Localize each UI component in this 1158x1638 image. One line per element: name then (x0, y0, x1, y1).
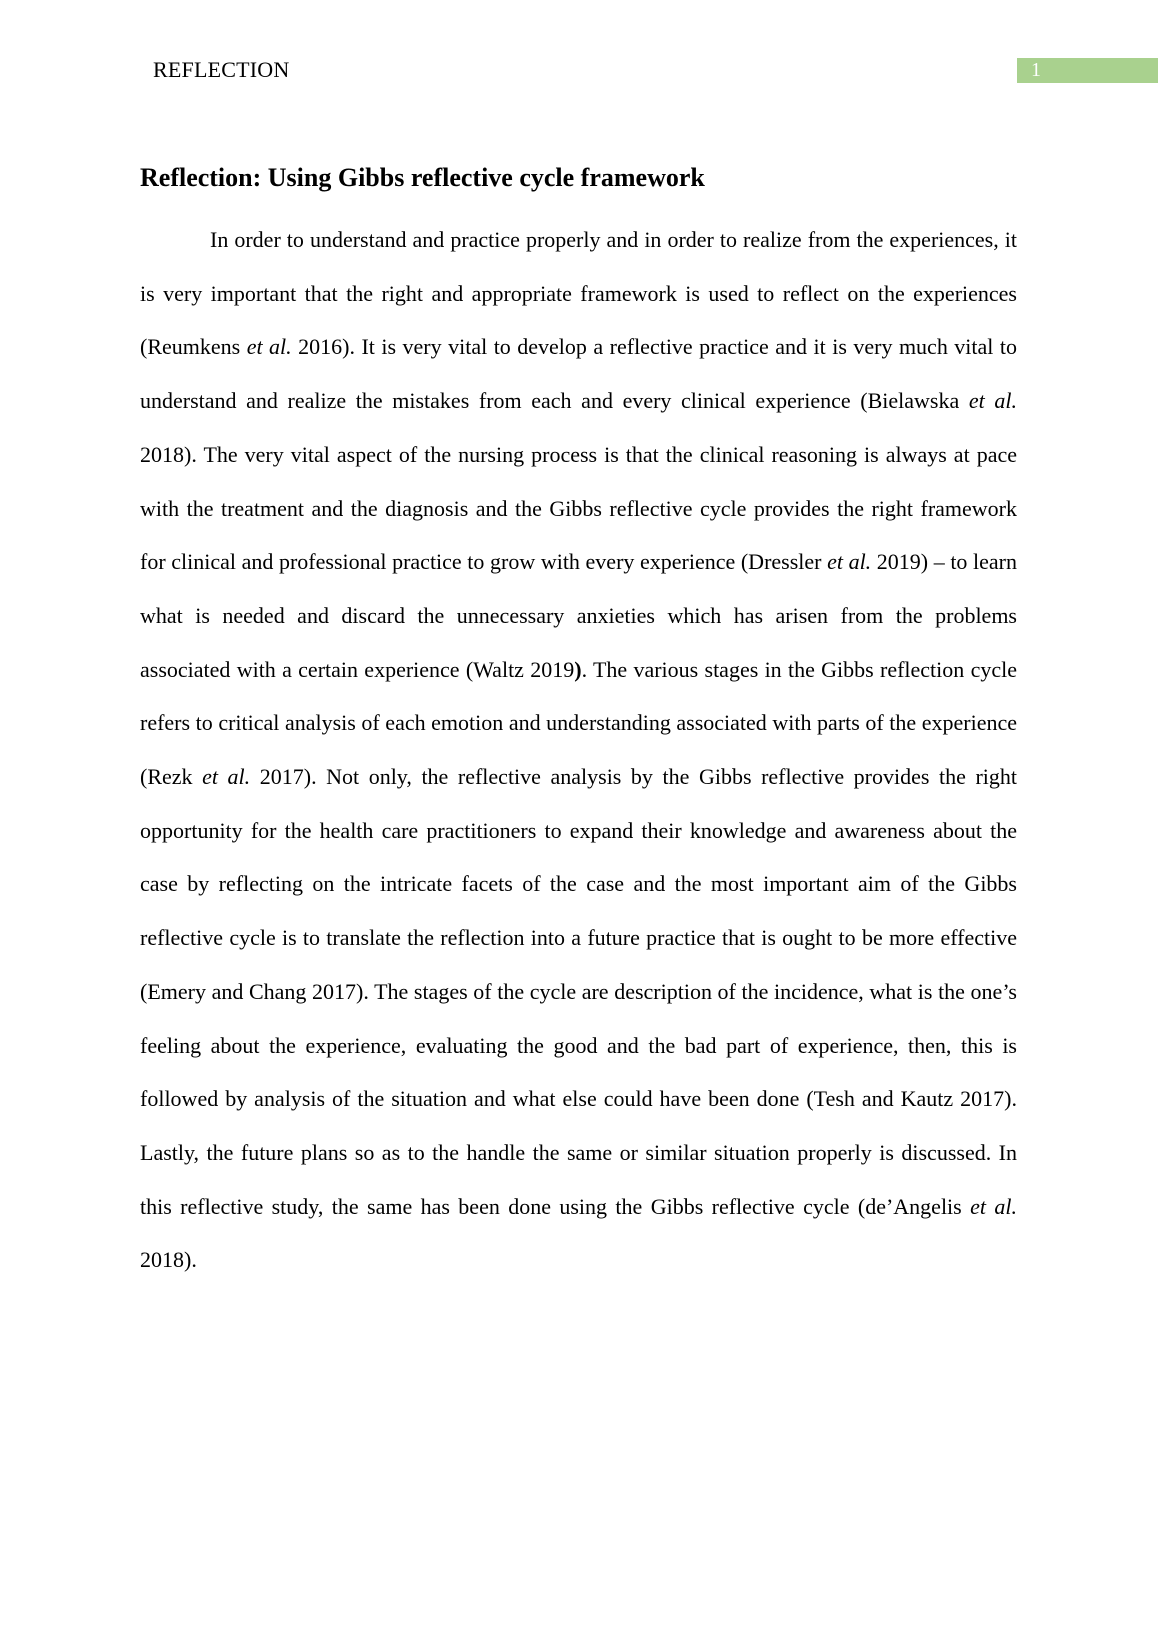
paragraph-text: 2016). It is very vital to develop a reflective practice and it is very much vital to understand and realize the mistakes from each and every clinical experience (Bielawska (140, 334, 1018, 414)
paragraph-text: 2018). (140, 1247, 197, 1273)
citation-et-al: et al. (827, 549, 872, 575)
page-title: Reflection: Using Gibbs reflective cycle framework (140, 163, 705, 192)
paragraph-text: In order to understand and practice properly and in order to realize from the experiences, it is very important that the right and appropriate framework is used to reflect on the experiences (Reumkens (140, 227, 1017, 360)
bold-parenthesis: ) (574, 656, 582, 682)
citation-et-al: et al. (246, 334, 292, 360)
body-paragraph (140, 213, 1017, 1287)
citation-et-al: et al. (970, 1193, 1018, 1219)
citation-et-al: et al. (968, 388, 1018, 414)
paragraph-text: . The various stages in the Gibbs reflection cycle refers to critical analysis of each emotion and understanding associated with parts of the experience (Rezk (140, 656, 1017, 790)
paragraph-text: 2018). The very vital aspect of the nursing process is that the clinical reasoning is always at pace with the treatment and the diagnosis and the Gibbs reflective cycle provides the right framework for clinical and professional practice to grow with every experience (Dressler (140, 441, 1017, 575)
paragraph-text: 2019) – to learn what is needed and discard the unnecessary anxieties which has arisen from the problems associated with a certain experience (Waltz 2019 (140, 549, 1017, 682)
paragraph-text: 2017). Not only, the reflective analysis by the Gibbs reflective provides the right opportunity for the health care practitioners to expand their knowledge and awareness about the case by reflecting on the intricate facets of the case and the most important aim of the Gibbs reflective cycle is to translate the reflection into a future practice that is ought to be more effective (Emery and Chang 2017). The stages of the cycle are description of the incidence, what is the one’s feeling about the experience, evaluating the good and the bad part of experience, then, this is followed by analysis of the situation and what else could have been done (Tesh and Kautz 2017). Lastly, the future plans so as to the handle the same or similar situation properly is discussed. In this reflective study, the same has been done using the Gibbs reflective cycle (de’Angelis (140, 764, 1018, 1219)
citation-et-al: et al. (202, 764, 251, 790)
page-number: 1 (1017, 58, 1158, 83)
running-head: REFLECTION (153, 57, 290, 82)
